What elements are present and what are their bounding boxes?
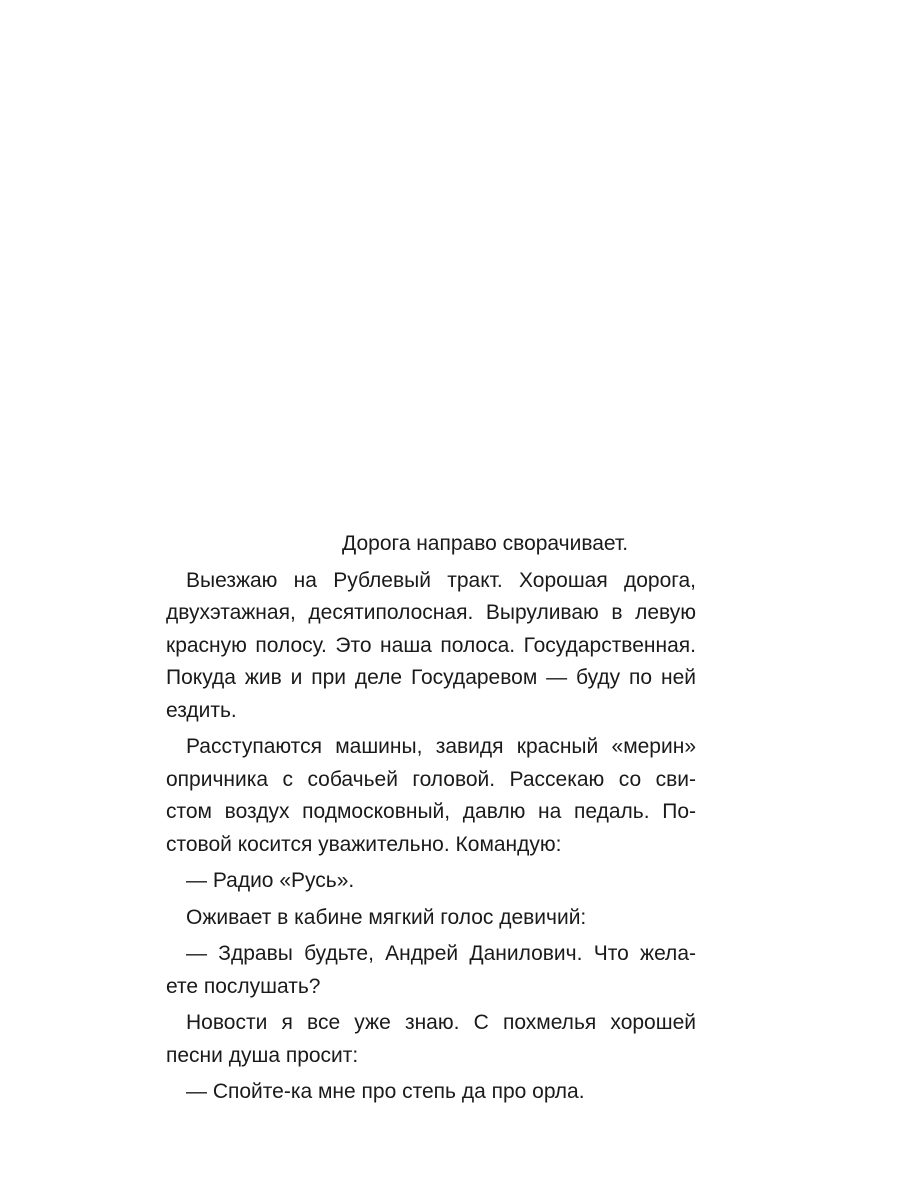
text-line: двухэтажная, десятиполосная. Выруливаю в левую <box>166 601 696 624</box>
text-line: стом воздух подмосковный, давлю на педаль. По- <box>166 800 696 823</box>
text-line: опричника с собачьей головой. Рассекаю со сви- <box>166 767 696 791</box>
text-line: Расступаются машины, завидя красный «мерин» <box>186 735 696 758</box>
text-line: Дорога направо сворачивает. <box>342 532 629 555</box>
text-line: красную полосу. Это наша полоса. Государственная. <box>166 633 696 657</box>
text-line: — Радио «Русь». <box>186 869 355 892</box>
text-line: Выезжаю на Рублевый тракт. Хорошая дорога, <box>186 568 696 592</box>
text-line: Покуда жив и при деле Государевом — буду по ней <box>166 666 696 689</box>
page-text <box>166 528 696 1109</box>
text-line: Новости я все уже знаю. С похмелья хорошей <box>186 1011 696 1034</box>
text-line: — Здравы будьте, Андрей Данилович. Что жела- <box>186 942 696 965</box>
text-line: Оживает в кабине мягкий голос девичий: <box>186 905 587 929</box>
text-line: ете послушать? <box>166 974 321 998</box>
text-line: стовой косится уважительно. Командую: <box>166 832 562 856</box>
text-line: песни душа просит: <box>166 1043 359 1067</box>
text-line: ездить. <box>166 698 237 722</box>
text-line: — Спойте-ка мне про степь да про орла. <box>186 1080 585 1103</box>
